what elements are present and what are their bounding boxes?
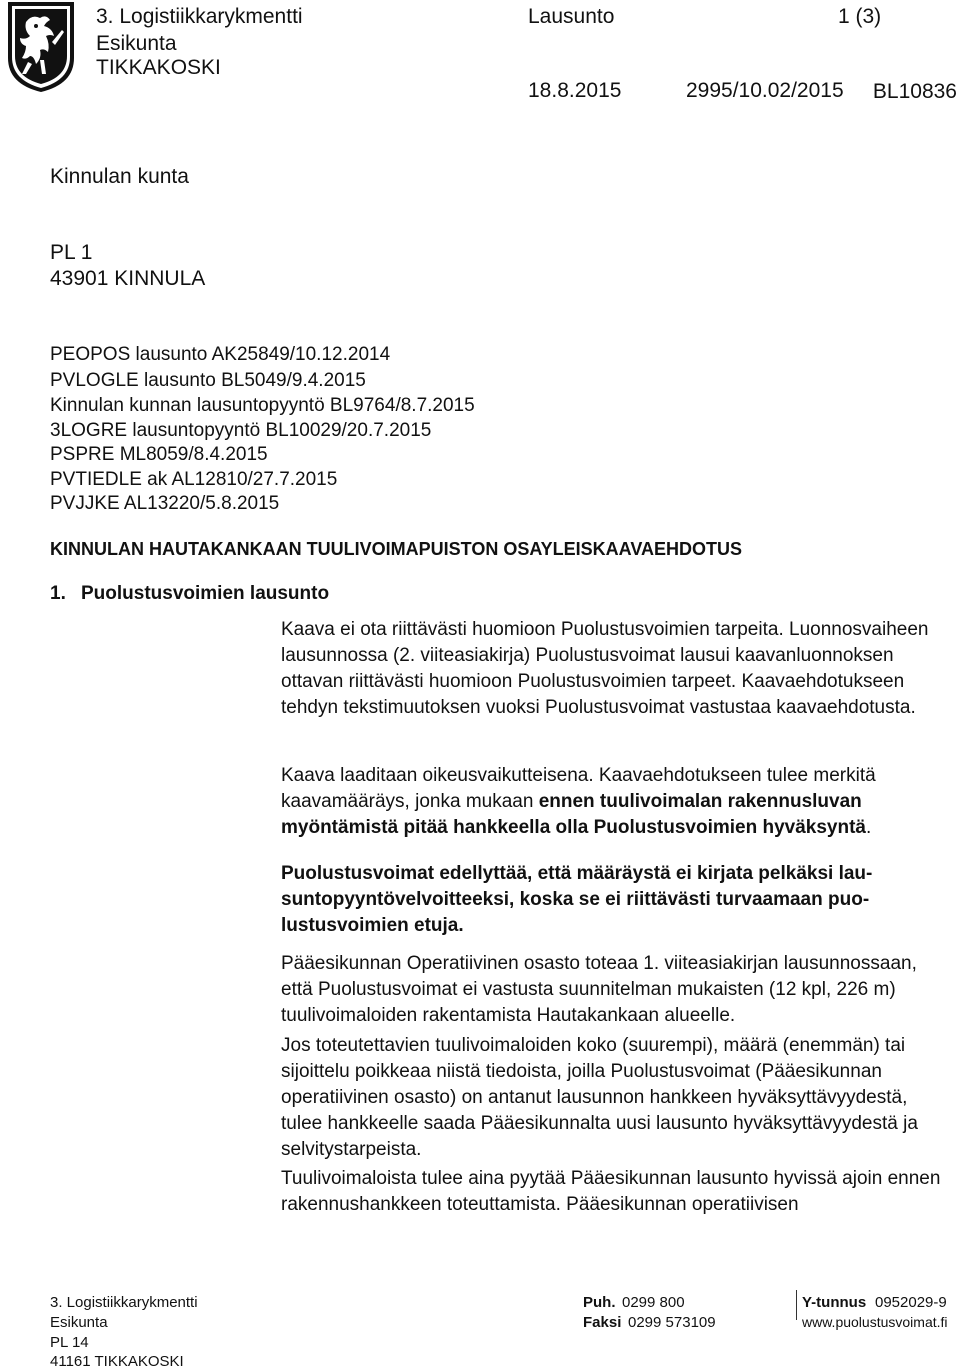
reference-number: 2995/10.02/2015 [686,79,844,102]
org-location: TIKKAKOSKI [96,56,221,79]
paragraph-text: Jos toteutettavien tuulivoimaloiden koko (suurempi), määrä (enemmän) tai sijoittelu poikkeaa niistä tiedoista, joilla Puolustusvoimat (Pääesikunnan operatiivinen osasto) on antanut lausunnon hankkeen hyväksyttävyydestä, tulee hankkeelle saada Pääesikunnalta uusi lausunto hyväksyttävyydestä ja selvitystarpeista. [281,1035,918,1160]
footer-postal: 41161 TIKKAKOSKI [50,1353,184,1370]
paragraph-text: Kaava ei ota riittävästi huomioon Puolustusvoimien tarpeita. Luonnosvaiheen lausunnossa (2. viiteasiakirja) Puolustusvoimat lausui kaavanluonnoksen ottavan riittävästi huomioon Puolustusvoimien tarpeet. Kaavaehdotukseen tehdyn tekstimuutoksen vuoksi Puolustusvoimat vastustaa kaavaehdotusta. [281,619,929,718]
footer-box: PL 14 [50,1334,89,1351]
paragraph [281,951,951,1029]
document-type: Lausunto [528,5,615,28]
document-date: 18.8.2015 [528,79,622,102]
page-number: 1 (3) [838,5,882,28]
footer-org-unit: Esikunta [50,1314,108,1331]
reference-item: Kinnulan kunnan lausuntopyyntö BL9764/8.7.2015 [50,395,475,416]
subject-heading: KINNULAN HAUTAKANKAAN TUULIVOIMAPUISTON OSAYLEISKAAVAEHDOTUS [50,539,743,559]
section-number: 1. [50,583,66,604]
reference-item: PVTIEDLE ak AL12810/27.7.2015 [50,469,338,490]
paragraph-text [281,763,951,841]
recipient-postal: 43901 KINNULA [50,267,206,290]
paragraph [281,617,951,721]
footer-phone: 0299 800 [622,1294,685,1311]
paragraph-text: Tuulivoimaloista tulee aina pyytää Pääesikunnan lausunto hyvissä ajoin ennen rakennushankkeen toteuttamista. Pääesikunnan operatiivisen [281,1168,941,1215]
paragraph-text-emphasis: Puolustusvoimat edellyttää, että määräystä ei kirjata pelkäksi lausuntopyyntövelvoitteeksi, koska se ei riittävästi turvaamaan puolustusvoimien etuja. [281,863,873,936]
paragraph [281,861,951,939]
reference-item: PVJJKE AL13220/5.8.2015 [50,493,280,514]
org-unit: Esikunta [96,32,177,55]
reference-item: PVLOGLE lausunto BL5049/9.4.2015 [50,370,366,391]
paragraph [281,763,951,841]
org-name: 3. Logistiikkarykmentti [96,5,303,28]
paragraph-text-emphasis: ennen tuulivoimalan rakennusluvan myöntämistä pitää hankkeella olla Puolustusvoimien hyväksyntä [281,791,866,838]
footer-website-link[interactable]: www.puolustusvoimat.fi [802,1314,948,1330]
footer-phone-label: Puh. [583,1294,616,1311]
paragraph-text-normal: Kaava laaditaan oikeusvaikutteisena. Kaavaehdotukseen tulee merkitä kaavamääräys, jonka mukaan [281,765,876,812]
paragraph [281,1166,951,1218]
lion-coat-of-arms-icon [6,0,76,94]
document-code: BL10836 [872,80,957,103]
footer-fax-label: Faksi [583,1314,622,1331]
recipient-box: PL 1 [50,241,93,264]
recipient-name: Kinnulan kunta [50,165,189,188]
reference-item: 3LOGRE lausuntopyyntö BL10029/20.7.2015 [50,420,432,441]
footer-fax: 0299 573109 [628,1314,716,1331]
footer-divider [796,1290,797,1320]
paragraph-text: Pääesikunnan Operatiivinen osasto toteaa 1. viiteasiakirjan lausunnossaan, että Puolustusvoimat ei vastusta suunnitelman mukaisten (12 kpl, 226 m) tuulivoimaloiden rakentamista Hautakankaan alueelle. [281,953,917,1026]
footer-org-name: 3. Logistiikkarykmentti [50,1294,198,1311]
reference-item: PEOPOS lausunto AK25849/10.12.2014 [50,344,391,365]
footer-ytunnus-label: Y-tunnus [802,1294,867,1311]
paragraph-text-end: . [865,817,872,838]
paragraph [281,1033,951,1163]
footer-ytunnus: 0952029-9 [875,1294,947,1311]
section-title: Puolustusvoimien lausunto [81,583,330,604]
reference-item: PSPRE ML8059/8.4.2015 [50,444,268,465]
